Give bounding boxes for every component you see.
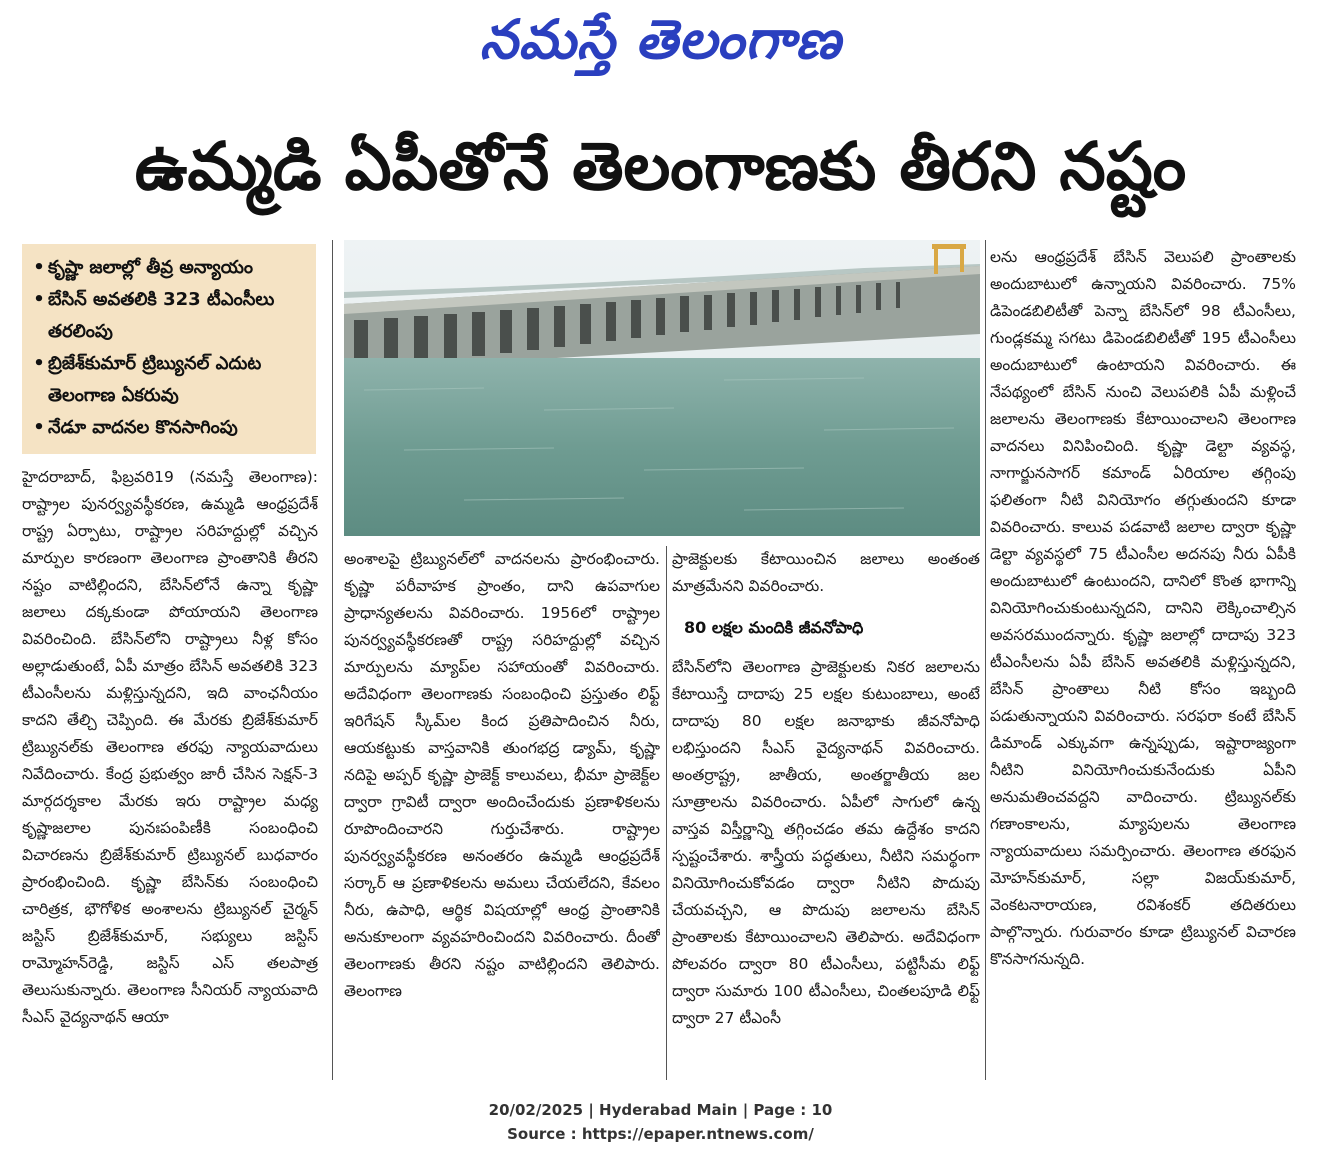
section-subheading: 80 లక్షల మందికి జీవనోపాధి <box>684 618 864 637</box>
column-divider <box>666 546 667 1080</box>
article-column-4 <box>990 244 1296 1080</box>
article-paragraph: లను ఆంధ్రప్రదేశ్ బేసిన్ వెలుపలి ప్రాంతాలకు అందుబాటులో ఉన్నాయని వివరించారు. 75% డిపెండబిలిటీతో పెన్నా బేసిన్‌లో 98 టీఎంసీలు, గుండ్లకమ్మ సగటు డిపెండబిలిటీతో 195 టీఎంసీలు అందుబాటులో ఉంటాయని వివరించారు. ఈ నేపథ్యంలో బేసిన్ నుంచి వెలుపలికి ఏపీ మళ్లించే జలాలను తెలంగాణకు కేటాయించాలని తెలంగాణ వాదనలు వినిపించింది. కృష్ణా డెల్టా వ్యవస్థ, నాగార్జునసాగర్ కమాండ్ ఏరియాల తగ్గింపు ఫలితంగా నీటి వినియోగం తగ్గుతుందని కూడా వివరించారు. కాలువ పడవాటి జలాల ద్వారా కృష్ణా డెల్టా వ్యవస్థలో 75 టీఎంసీల అదనపు నీరు ఏపీకి అందుబాటులో ఉంటుందని, దానిలో కొంత భాగాన్ని వినియోగించుకుంటున్నదని, దానిని లెక్కించాల్సిన అవసరముందన్నారు. కృష్ణా జలాల్లో దాదాపు 323 టీఎంసీలను ఏపీ బేసిన్ అవతలికి మళ్లిస్తున్నదని, బేసిన్ ప్రాంతాలు నీటి కోసం ఇబ్బంది పడుతున్నాయని వివరించారు. సరఫరా కంటే బేసిన్ డిమాండ్ ఎక్కువగా ఉన్నప్పుడు, ఇష్టారాజ్యంగా నీటిని వినియోగించుకునేందుకు ఏపీని అనుమతించవద్దని వాదించారు. ట్రిబ్యునల్‌కు గణాంకాలను, మ్యాపులను తెలంగాణ న్యాయవాదులు సమర్పించారు. తెలంగాణ తరఫున మోహన్‌కుమార్, సల్లా విజయ్‌కుమార్, వెంకటనారాయణ, రవిశంకర్ తదితరులు పాల్గొన్నారు. గురువారం కూడా ట్రిబ్యునల్ విచారణ కొనసాగనున్నది. <box>990 248 1296 968</box>
article-paragraph: హైదరాబాద్, ఫిబ్రవరి19 (నమస్తే తెలంగాణ): రాష్ట్రాల పునర్వ్యవస్థీకరణ, ఉమ్మడి ఆంధ్రప్రదేశ్ రాష్ట్ర ఏర్పాటు, రాష్ట్రాల సరిహద్దుల్లో వచ్చిన మార్పుల కారణంగా తెలంగాణ ప్రాంతానికి తీరని నష్టం వాటిల్లిందని, బేసిన్‌లోనే ఉన్నా కృష్ణా జలాలు దక్కకుండా పోయాయని తెలంగాణ వివరించింది. బేసిన్‌లోని రాష్ట్రాలు నీళ్ల కోసం అల్లాడుతుంటే, ఏపీ మాత్రం బేసిన్ అవతలికి 323 టీఎంసీలను మళ్లిస్తున్నదని, ఇది వాంఛనీయం కాదని తేల్చి చెప్పింది. ఈ మేరకు బ్రిజేశ్‌కుమార్ ట్రిబ్యునల్‌కు తెలంగాణ తరఫు న్యాయవాదులు నివేదించారు. కేంద్ర ప్రభుత్వం జారీ చేసిన సెక్షన్-3 మార్గదర్శకాల మేరకు ఇరు రాష్ట్రాల మధ్య కృష్ణాజలాల పునఃపంపిణీకి సంబంధించి విచారణను బ్రిజేశ్‌కుమార్ ట్రిబ్యునల్ బుధవారం ప్రారంభించింది. కృష్ణా బేసిన్‌కు సంబంధించి చారిత్రక, భౌగోళిక అంశాలను ట్రిబ్యునల్ చైర్మన్ జస్టిస్ బ్రిజేశ్‌కుమార్, సభ్యులు జస్టిస్ రామ్మోహన్‌రెడ్డి, జస్టిస్ ఎస్ తలపాత్ర తెలుసుకున్నారు. తెలంగాణ సీనియర్ న్యాయవాది సీఎస్ వైద్యనాథన్ ఆయా <box>22 468 318 1026</box>
highlight-item <box>30 412 308 444</box>
article-paragraph: బేసిన్‌లోని తెలంగాణ ప్రాజెక్టులకు నికర జలాలను కేటాయిస్తే దాదాపు 25 లక్షల కుటుంబాలు, అంటే దాదాపు 80 లక్షల జనాభాకు జీవనోపాధి లభిస్తుందని సీఎస్ వైద్యనాథన్ వివరించారు. అంతర్రాష్ట్ర, జాతీయ, అంతర్జాతీయ జల సూత్రాలను వివరించారు. ఏపీలో సాగులో ఉన్న వాస్తవ విస్తీర్ణాన్ని తగ్గించడం తమ ఉద్దేశం కాదని స్పష్టంచేశారు. శాస్త్రీయ పద్ధతులు, నీటిని సమర్థంగా వినియోగించుకోవడం ద్వారా నీటిని పొదుపు చేయవచ్చని, ఆ పొదుపు జలాలను బేసిన్ ప్రాంతాలకు కేటాయించాలని తెలిపారు. అదేవిధంగా పోలవరం ద్వారా 80 టీఎంసీలు, పట్టిసీమ లిఫ్ట్ ద్వారా సుమారు 100 టీఎంసీలు, చింతలపూడి లిఫ్ట్ ద్వారా 27 టీఎంసీ <box>672 658 980 1027</box>
article-column-1 <box>22 464 318 1080</box>
bullet-icon: • <box>33 257 45 278</box>
highlight-item <box>30 252 308 284</box>
highlight-text: బేసిన్ అవతలికి 323 టీఎంసీలు తరలింపు <box>48 289 275 342</box>
footer-date-edition: 20/02/2025 | Hyderabad Main | Page : 10 <box>488 1101 833 1119</box>
bullet-icon: • <box>33 353 45 374</box>
column-divider <box>332 240 333 1080</box>
article-column-3 <box>672 546 980 1080</box>
bullet-icon: • <box>33 289 45 310</box>
highlight-text: కృష్ణా జలాల్లో తీవ్ర అన్యాయం <box>48 257 253 278</box>
highlight-text: నేడూ వాదనల కొనసాగింపు <box>48 417 238 438</box>
highlight-item <box>30 348 308 412</box>
bullet-icon: • <box>33 417 45 438</box>
dam-photo <box>344 240 980 536</box>
highlights-box <box>22 244 316 454</box>
masthead-logo: నమస్తే తెలంగాణ <box>479 8 842 71</box>
article-column-2 <box>344 546 660 1080</box>
article-paragraph: అంశాలపై ట్రిబ్యునల్‌లో వాదనలను ప్రారంభించారు. కృష్ణా పరీవాహక ప్రాంతం, దాని ఉపవాగుల ప్రాధాన్యతలను వివరించారు. 1956లో రాష్ట్రాల పునర్వ్యవస్థీకరణతో రాష్ట్ర సరిహద్దుల్లో వచ్చిన మార్పులను మ్యాప్‌ల సహాయంతో వివరించారు. అదేవిధంగా తెలంగాణకు సంబంధించి ప్రస్తుతం లిఫ్ట్ ఇరిగేషన్ స్కీమ్‌ల కింద ప్రతిపాదించిన నీరు, ఆయకట్టుకు వాస్తవానికి తుంగభద్ర డ్యామ్, కృష్ణా నదిపై అప్పర్ కృష్ణా ప్రాజెక్ట్ కాలువలు, భీమా ప్రాజెక్ట్‌ల ద్వారా గ్రావిటీ ద్వారా అందించేందుకు ప్రణాళికలను రూపొందించారని గుర్తుచేశారు. రాష్ట్రాల పునర్వ్యవస్థీకరణ అనంతరం ఉమ్మడి ఆంధ్రప్రదేశ్ సర్కార్ ఆ ప్రణాళికలను అమలు చేయలేదని, కేవలం నీరు, ఉపాధి, ఆర్థిక విషయాల్లో ఆంధ్ర ప్రాంతానికి అనుకూలంగా వ్యవహరించిందని వివరించారు. దీంతో తెలంగాణకు తీరని నష్టం వాటిల్లిందని తెలిపారు. తెలంగాణ <box>344 550 660 1000</box>
footer-source: Source : https://epaper.ntnews.com/ <box>507 1125 814 1143</box>
highlight-text: బ్రిజేశ్‌కుమార్ ట్రిబ్యునల్ ఎదుట తెలంగాణ ఏకరువు <box>48 353 262 406</box>
page-footer <box>0 1098 1321 1146</box>
headline: ఉమ్మడి ఏపీతోనే తెలంగాణకు తీరని నష్టం <box>134 128 1187 205</box>
column-divider <box>985 240 986 1080</box>
highlight-item <box>30 284 308 348</box>
article-paragraph: ప్రాజెక్టులకు కేటాయించిన జలాలు అంతంత మాత్రమేనని వివరించారు. <box>672 550 980 595</box>
